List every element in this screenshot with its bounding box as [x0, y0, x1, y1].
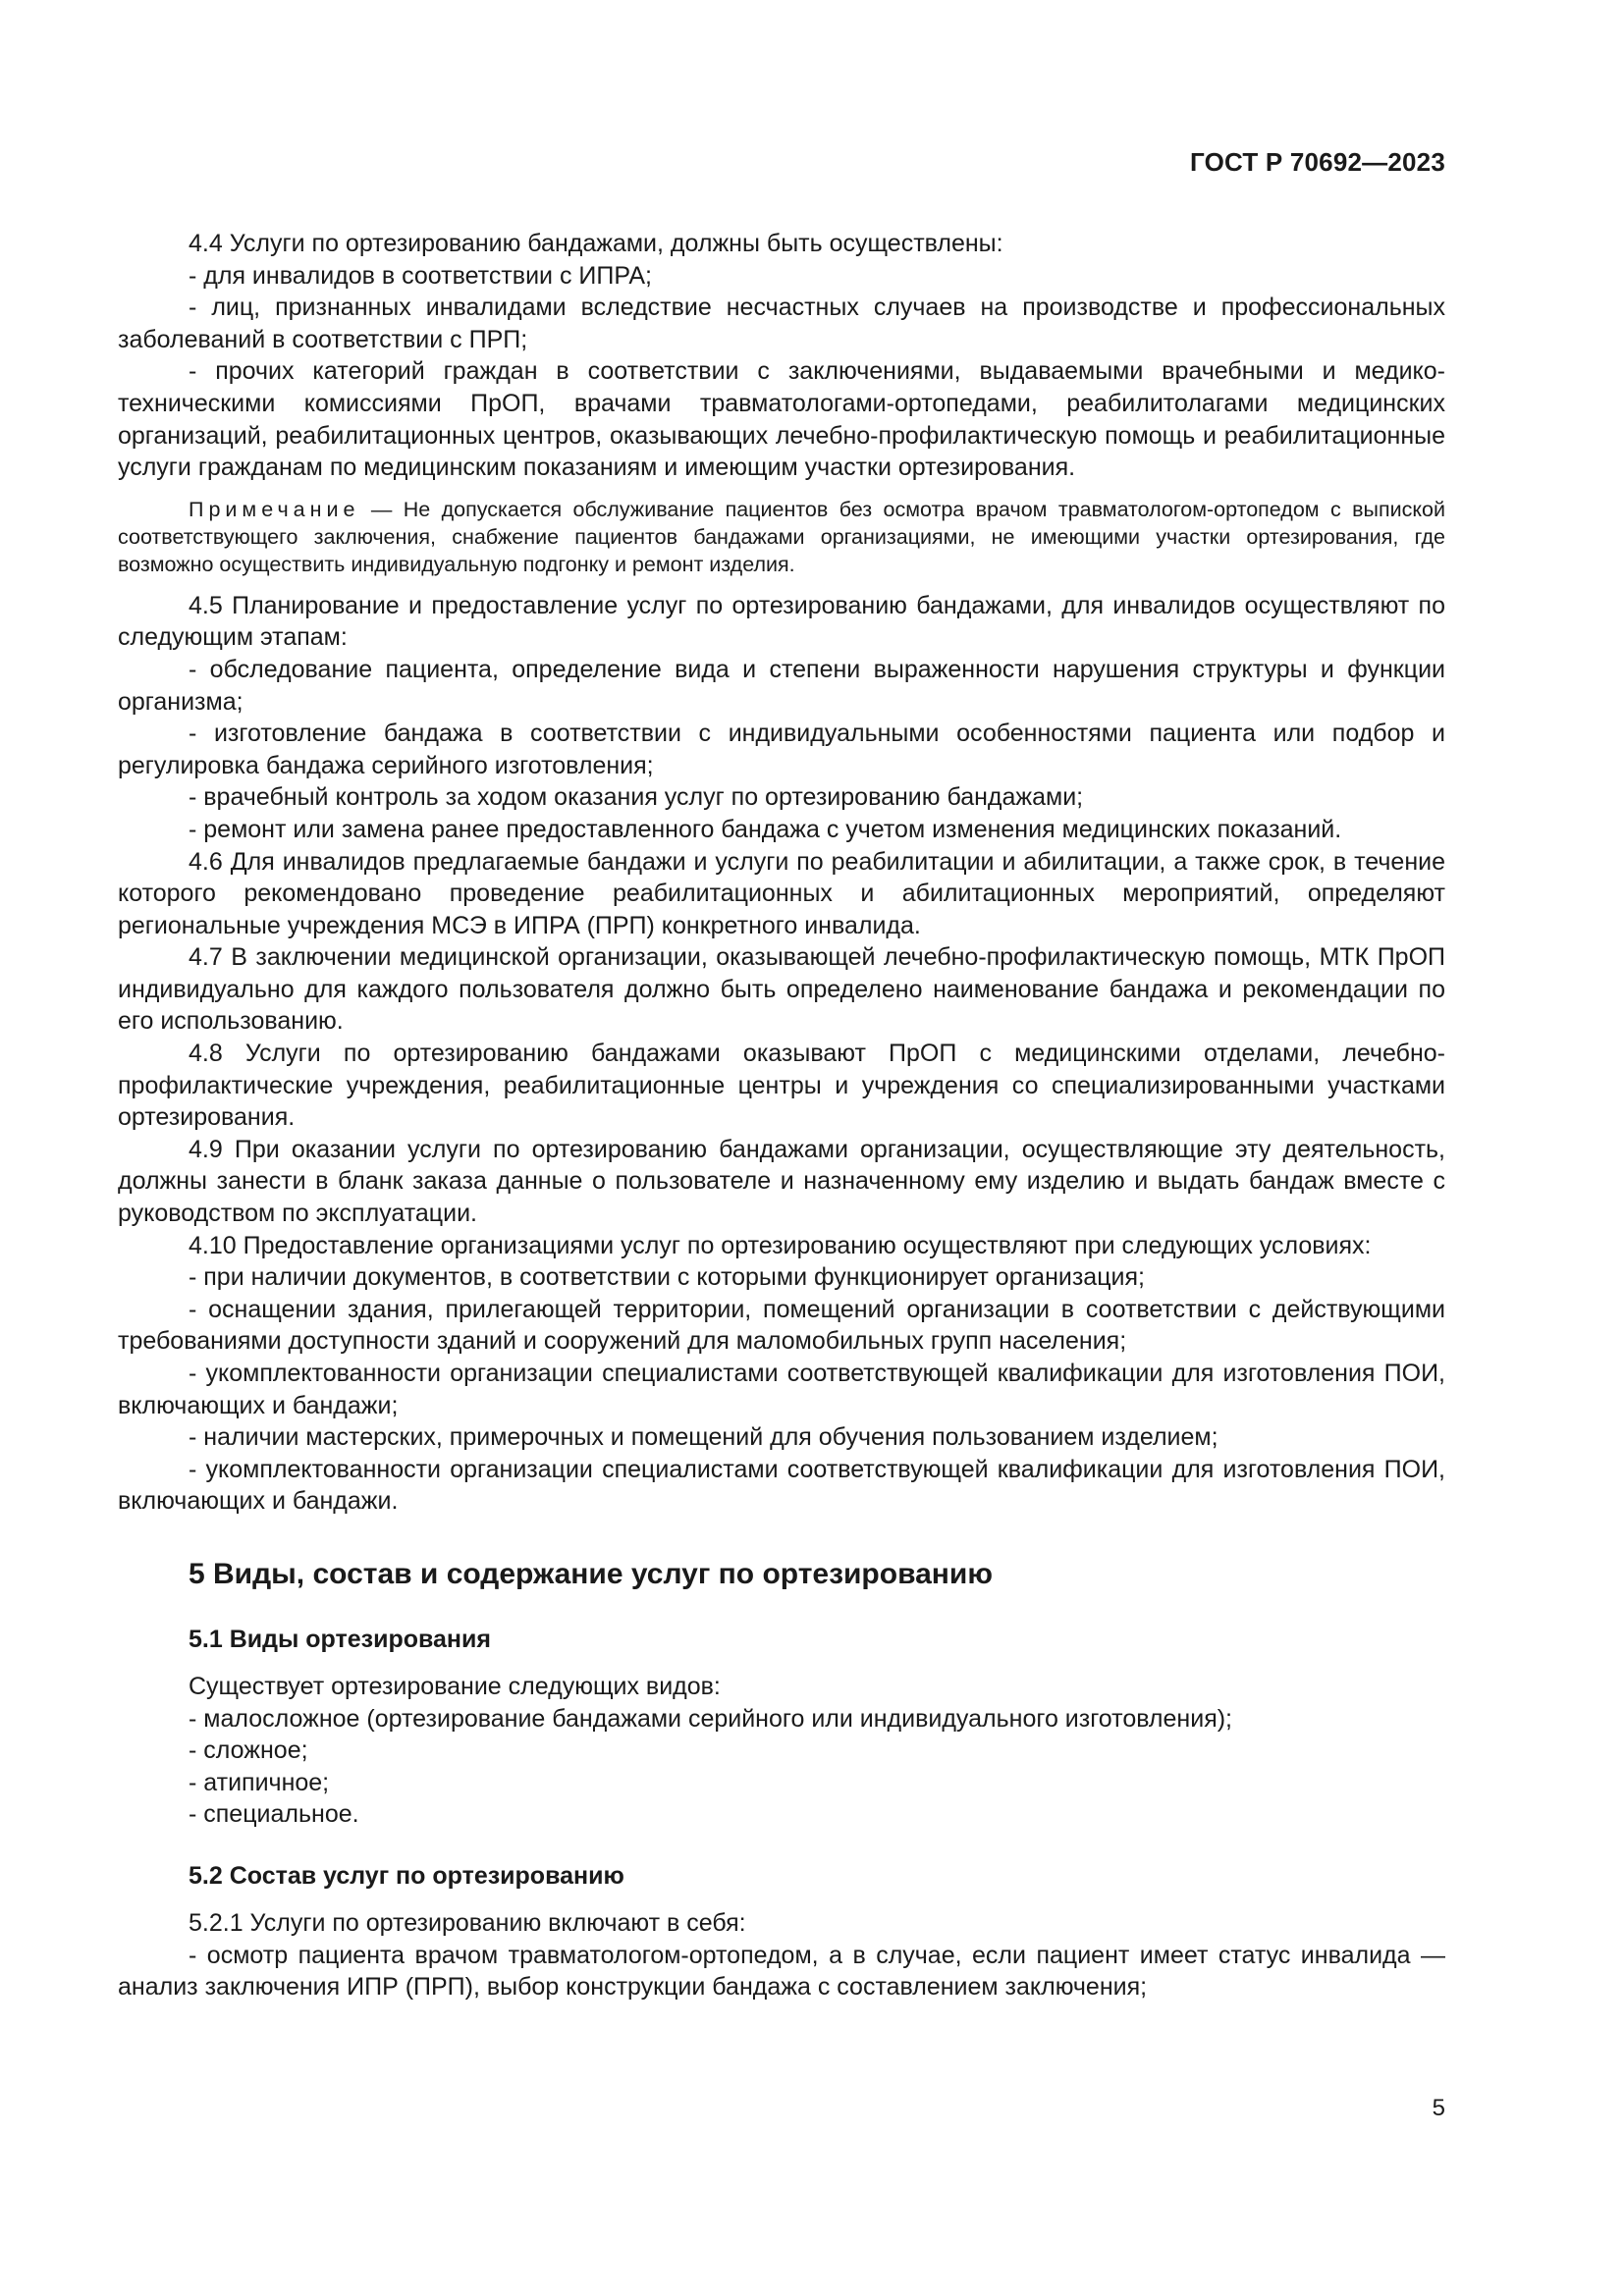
- list-item: - ремонт или замена ранее предоставленного бандажа с учетом изменения медицинских показаний.: [189, 815, 1342, 843]
- list-item: - малосложное (ортезирование бандажами серийного или индивидуального изготовления);: [189, 1704, 1233, 1733]
- section-5-title: 5 Виды, состав и содержание услуг по ортезированию: [189, 1557, 993, 1590]
- page-number: 5: [1432, 2095, 1445, 2121]
- note-label: Примечание: [189, 497, 360, 521]
- paragraph-4-4: 4.4 Услуги по ортезированию бандажами, должны быть осуществлены:: [189, 230, 1003, 257]
- list-item: - наличии мастерских, примерочных и помещений для обучения пользованием изделием;: [189, 1423, 1218, 1452]
- list-item: - укомплектованности организации специалистами соответствующей квалификации для изготовления ПОИ, включающих и бандажи;: [118, 1360, 1445, 1419]
- list-item: - осмотр пациента врачом травматологом-ортопедом, а в случае, если пациент имеет статус инвалида — анализ заключения ИПР (ПРП), выбор конструкции бандажа с составлением заключения;: [118, 1941, 1445, 2002]
- note: [118, 496, 1445, 578]
- standard-header: ГОСТ Р 70692—2023: [1190, 147, 1445, 177]
- list-item: - оснащении здания, прилегающей территории, помещений организации в соответствии с действующими требованиями доступности зданий и сооружений для маломобильных групп населения;: [118, 1295, 1445, 1356]
- paragraph-4-7: 4.7 В заключении медицинской организации, оказывающей лечебно-профилактическую помощь, МТК ПрОП индивидуально для каждого пользователя должно быть определено наименование бандажа и рекомендации по его использованию.: [118, 943, 1445, 1036]
- list-item: - врачебный контроль за ходом оказания услуг по ортезированию бандажами;: [189, 783, 1084, 812]
- section-5-1-title: 5.1 Виды ортезирования: [189, 1625, 491, 1653]
- list-item: - лиц, признанных инвалидами вследствие несчастных случаев на производстве и профессиональных заболеваний в соответствии с ПРП;: [118, 294, 1445, 353]
- list-item: - атипичное;: [189, 1768, 330, 1796]
- paragraph-5-1-intro: Существует ортезирование следующих видов:: [189, 1672, 721, 1700]
- list-item: - сложное;: [189, 1736, 308, 1765]
- paragraph-4-9: 4.9 При оказании услуги по ортезированию бандажами организации, осуществляющие эту деятельность, должны занести в бланк заказа данные о пользователе и назначенному ему изделию и выдать бандаж вместе с руководством по эксплуатации.: [118, 1135, 1445, 1228]
- paragraph-4-6: 4.6 Для инвалидов предлагаемые бандажи и услуги по реабилитации и абилитации, а также срок, в течение которого рекомендовано проведение реабилитационных и абилитационных мероприятий, определяют региональные учреждения МСЭ в ИПРА (ПРП) конкретного инвалида.: [118, 847, 1445, 939]
- list-item: - обследование пациента, определение вида и степени выраженности нарушения структуры и функции организма;: [118, 655, 1445, 716]
- document-body: [118, 228, 1445, 2003]
- paragraph-4-5: 4.5 Планирование и предоставление услуг по ортезированию бандажами, для инвалидов осуществляют по следующим этапам:: [118, 591, 1445, 652]
- list-item: - специальное.: [189, 1800, 359, 1829]
- paragraph-4-8: 4.8 Услуги по ортезированию бандажами оказывают ПрОП с медицинскими отделами, лечебно-профилактические учреждения, реабилитационные центры и учреждения со специализированными участками ортезирования.: [118, 1040, 1445, 1132]
- note-text: — Не допускается обслуживание пациентов без осмотра врачом травматологом-ортопедом с выпиской соответствующего заключения, снабжение пациентов бандажами организациями, не имеющими участки ортезирования, где возможно осуществить индивидуальную подгонку и ремонт изделия.: [118, 497, 1445, 576]
- document-page: [118, 0, 1445, 2296]
- paragraph-4-10: 4.10 Предоставление организациями услуг по ортезированию осуществляют при следующих условиях:: [189, 1231, 1372, 1259]
- paragraph-5-2-1: 5.2.1 Услуги по ортезированию включают в себя:: [189, 1908, 746, 1937]
- list-item: - изготовление бандажа в соответствии с индивидуальными особенностями пациента или подбор и регулировка бандажа серийного изготовления;: [118, 720, 1445, 779]
- list-item: - для инвалидов в соответствии с ИПРА;: [189, 261, 652, 290]
- list-item: - прочих категорий граждан в соответствии с заключениями, выдаваемыми врачебными и медико-техническими комиссиями ПрОП, врачами травматологами-ортопедами, реабилитолагами медицинских организаций, реабилитационных центров, оказывающих лечебно-профилактическую помощь и реабилитационные услуги гражданам по медицинским показаниям и имеющим участки ортезирования.: [118, 357, 1445, 482]
- list-item: - при наличии документов, в соответствии с которыми функционирует организация;: [189, 1263, 1145, 1292]
- section-5-2-title: 5.2 Состав услуг по ортезированию: [189, 1861, 624, 1890]
- list-item: - укомплектованности организации специалистами соответствующей квалификации для изготовления ПОИ, включающих и бандажи.: [118, 1455, 1445, 1516]
